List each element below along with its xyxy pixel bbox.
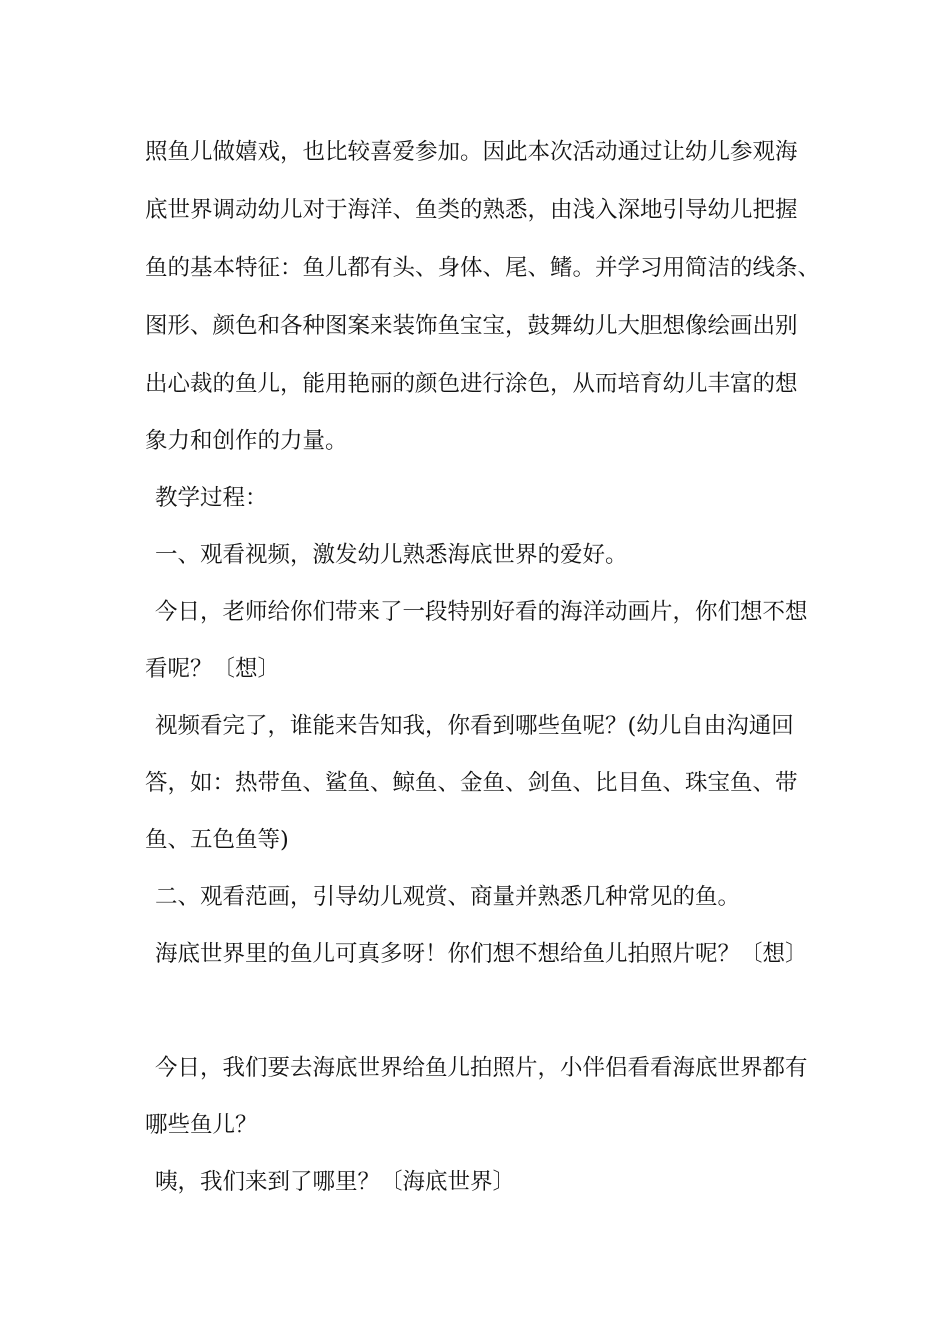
section-heading: 教学过程： bbox=[155, 485, 268, 511]
section-heading: 二、观看范画，引导幼儿观赏、商量并熟悉几种常见的鱼。 bbox=[155, 884, 741, 910]
text-line: 照鱼儿做嬉戏，也比较喜爱参加。因此本次活动通过让幼儿参观海 bbox=[145, 139, 798, 165]
text-line: 底世界调动幼儿对于海洋、鱼类的熟悉，由浅入深地引导幼儿把握 bbox=[145, 197, 798, 223]
text-line: 鱼的基本特征：鱼儿都有头、身体、尾、鳍。并学习用简洁的线条、 bbox=[145, 255, 821, 281]
text-line: 视频看完了，谁能来告知我，你看到哪些鱼呢？(幼儿自由沟通回 bbox=[155, 713, 794, 739]
text-line: 鱼、五色鱼等) bbox=[145, 827, 289, 853]
text-line: 今日，我们要去海底世界给鱼儿拍照片，小伴侣看看海底世界都有 bbox=[155, 1055, 808, 1081]
text-line: 出心裁的鱼儿，能用艳丽的颜色进行涂色，从而培育幼儿丰富的想 bbox=[145, 371, 798, 397]
text-line: 哪些鱼儿？ bbox=[145, 1112, 258, 1138]
section-heading: 一、观看视频，激发幼儿熟悉海底世界的爱好。 bbox=[155, 542, 628, 568]
text-line: 今日，老师给你们带来了一段特别好看的海洋动画片，你们想不想 bbox=[155, 599, 808, 625]
text-line: 看呢？〔想〕 bbox=[145, 656, 281, 682]
text-line: 象力和创作的力量。 bbox=[145, 428, 348, 454]
text-line: 海底世界里的鱼儿可真多呀！你们想不想给鱼儿拍照片呢？〔想〕 bbox=[155, 941, 808, 967]
text-line: 咦，我们来到了哪里？〔海底世界〕 bbox=[155, 1169, 516, 1195]
text-line: 答，如：热带鱼、鲨鱼、鲸鱼、金鱼、剑鱼、比目鱼、珠宝鱼、带 bbox=[145, 770, 798, 796]
text-line: 图形、颜色和各种图案来装饰鱼宝宝，鼓舞幼儿大胆想像绘画出别 bbox=[145, 313, 798, 339]
